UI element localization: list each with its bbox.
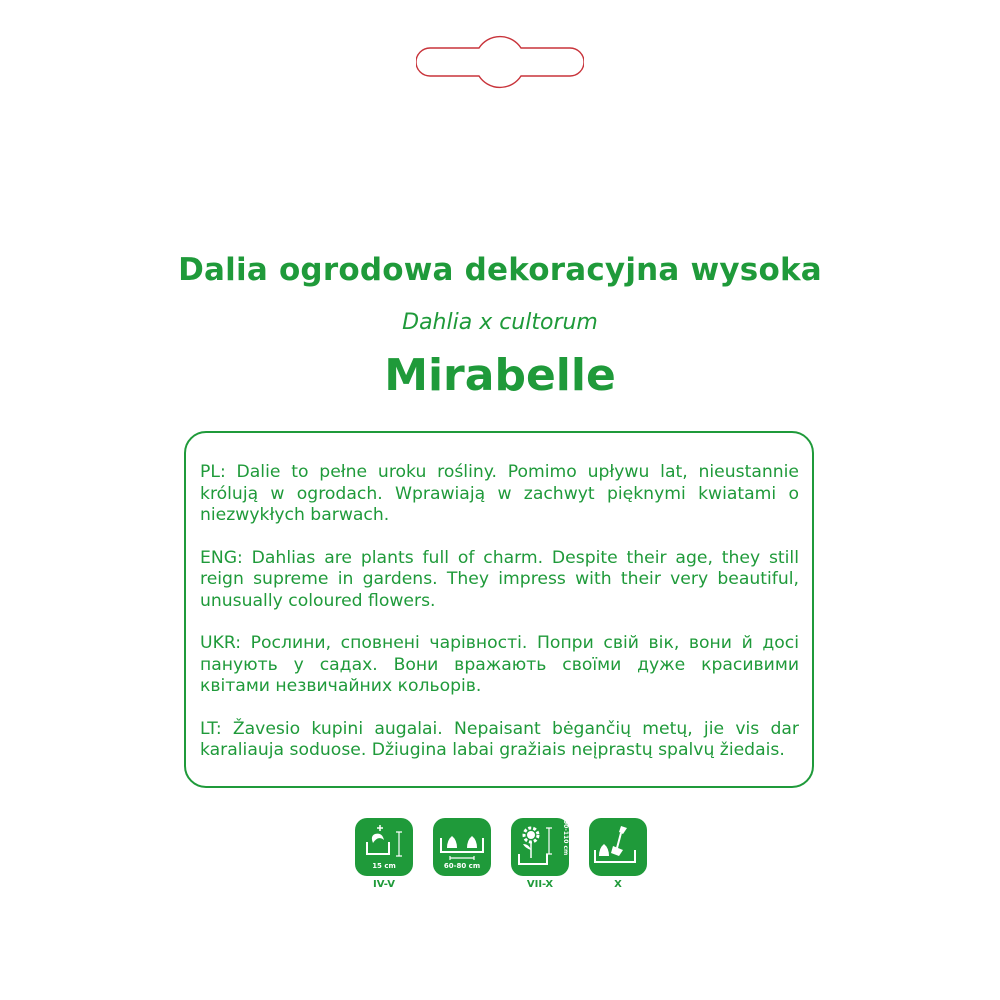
- digging-bulbs-icon: [589, 818, 647, 876]
- tile-text: 60-80 cm: [443, 862, 481, 870]
- hanger-hole-icon: [416, 34, 584, 92]
- description-eng: ENG: Dahlias are plants full of charm. Despite their age, they still reign supreme in gardens. They impress with their very beautiful, unusually coloured flowers.: [200, 547, 799, 611]
- flowering-height-icon: [511, 818, 569, 876]
- variety-name: Mirabelle: [384, 350, 616, 401]
- latin-name: Dahlia x cultorum: [402, 310, 598, 335]
- icon-item-planting: [355, 818, 413, 890]
- product-title: Dalia ogrodowa dekoracyjna wysoka: [178, 252, 822, 288]
- planting-depth-icon: [355, 818, 413, 876]
- month-label: IV-V: [373, 879, 395, 890]
- description-box: [184, 431, 814, 788]
- description-ukr: UKR: Рослини, сповнені чарівності. Попри свій вік, вони й досі панують у садах. Вони вражають своїми дуже красивими квітами незвичайних кольорів.: [200, 633, 799, 696]
- description-lt: LT: Žavesio kupini augalai. Nepaisant bėgančių metų, jie vis dar karaliauja soduose. Džiugina labai gražiais neįprastų spalvų žiedais.: [200, 718, 799, 760]
- tile-text: 15 cm: [372, 862, 396, 870]
- description-pl: PL: Dalie to pełne uroku rośliny. Pomimo upływu lat, nieustannie królują w ogrodach. Wprawiają w zachwyt pięknymi kwiatami o niezwykłych barwach.: [200, 462, 799, 525]
- month-label: X: [614, 879, 622, 890]
- planting-spacing-icon: [433, 818, 491, 876]
- month-label: VII-X: [526, 879, 554, 890]
- tile-text: 90-110 cm: [562, 820, 569, 856]
- cultivation-icons: [355, 818, 647, 898]
- icon-item-spacing: [433, 818, 491, 879]
- icon-item-flowering: [511, 818, 569, 890]
- icon-item-digging: [589, 818, 647, 890]
